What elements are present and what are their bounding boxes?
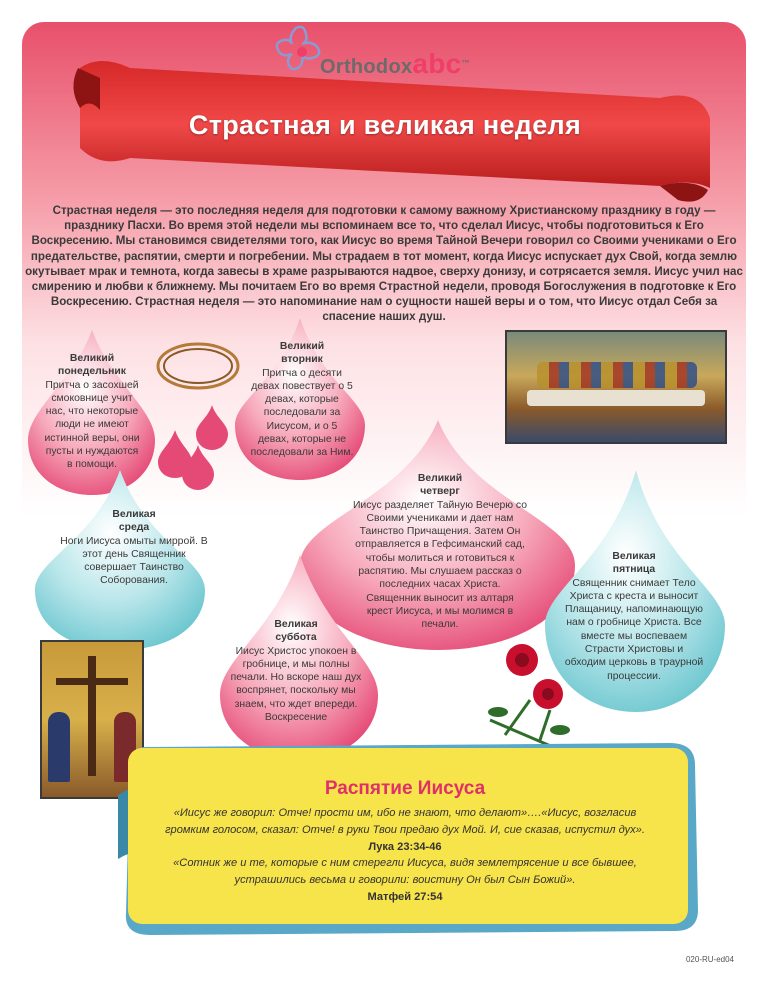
thursday-title: Великий четверг (417, 473, 463, 498)
friday-text: Великая пятница Священник снимает Тело Христа с креста и выносит Плащаницу, напоминающую нам о гробнице Христа. Все вместе мы воспеваем Страсти Христовы и обходим церковь в траурной процессии. (564, 551, 704, 682)
tuesday-title: Великий вторник (279, 341, 325, 366)
friday-title: Великая пятница (612, 551, 656, 576)
saturday-title: Великая суббота (274, 619, 318, 644)
intro-paragraph: Страстная неделя — это последняя неделя для подготовки к самому важному Христианскому празднику в году — празднику Пасхи. Во время этой недели мы вспоминаем все то, что сделал Иисус, чтобы подготовиться к Его Воскресению. Мы становимся свидетелями того, как Иисус во время Тайной Вечери говорил со Своими учениками о Его предательстве, распятии, смерти и погребении. Мы страдаем в тот момент, когда Иисус испускает дух Свой, когда землю окутывает мрак и темнота, когда завесы в храме разрываются надвое, сверху донизу, и сотрясается земля. Иисус учил нас смирению и любви к ближнему. Мы почитаем Его во время Страстной недели, проводя Богослужения в подготовке к Его Воскресению. Страстная неделя — это напоминание нам о сущности нашей веры и о том, что Иисус отдал Себя за спасение наших душ. (25, 204, 743, 324)
crucifixion-quotes: «Иисус же говорил: Отче! прости им, ибо не знают, что делают»….«Иисус, возгласив громким голосом, сказал: Отче! в руки Твои предаю дух Мой. И, сие сказав, испустил дух». Лука 23:34-46 «Сотник же и те, которые с ним стерегли Иисуса, видя землетрясение и все бывшее, устрашились весьма и говорили: воистину Он был Сын Божий». Матфей 27:54 (165, 807, 645, 903)
wednesday-title: Великая среда (112, 509, 156, 534)
crucifixion-title: Распятие Иисуса (324, 778, 486, 799)
monday-title: Великий понедельник (58, 353, 126, 378)
document-code: 020-RU-ed04 (685, 955, 734, 964)
logo-text: Orthodoxabc™ (320, 48, 470, 79)
tuesday-text: Великий вторник Притча о десяти девах повествует о 5 девах, которые последовали за Иисусом, и о 5 девах, которые не последовали за Ним. (250, 341, 354, 459)
monday-text: Великий понедельник Притча о засохшей смоковнице учит нас, что некоторые люди не имеют истинной веры, они пусты и нуждаются в помощи. (36, 352, 148, 472)
wednesday-text: Великая среда Ноги Иисуса омыты миррой. В этот день Священник совершает Таинство Соборования. (60, 509, 208, 587)
thursday-text: Великий четверг Иисус разделяет Тайную Вечерю со Своими учениками и дает нам Таинство Причащения. Затем Он отправляется в Гефсиманский сад, чтобы молиться и готовиться к распятию. Мы слушаем рассказ о последних часах Христа. Священник выносит из алтаря крест Иисуса, и мы молимся в печали. (352, 473, 528, 631)
page-title: Страстная и великая неделя (188, 110, 582, 140)
saturday-text: Великая суббота Иисус Христос упокоен в гробнице, и мы полны печали. Но вскоре наш дух воспрянет, поскольку мы знаем, что ждет впереди. Воскресение (226, 618, 366, 724)
last-supper-icon (505, 330, 727, 444)
